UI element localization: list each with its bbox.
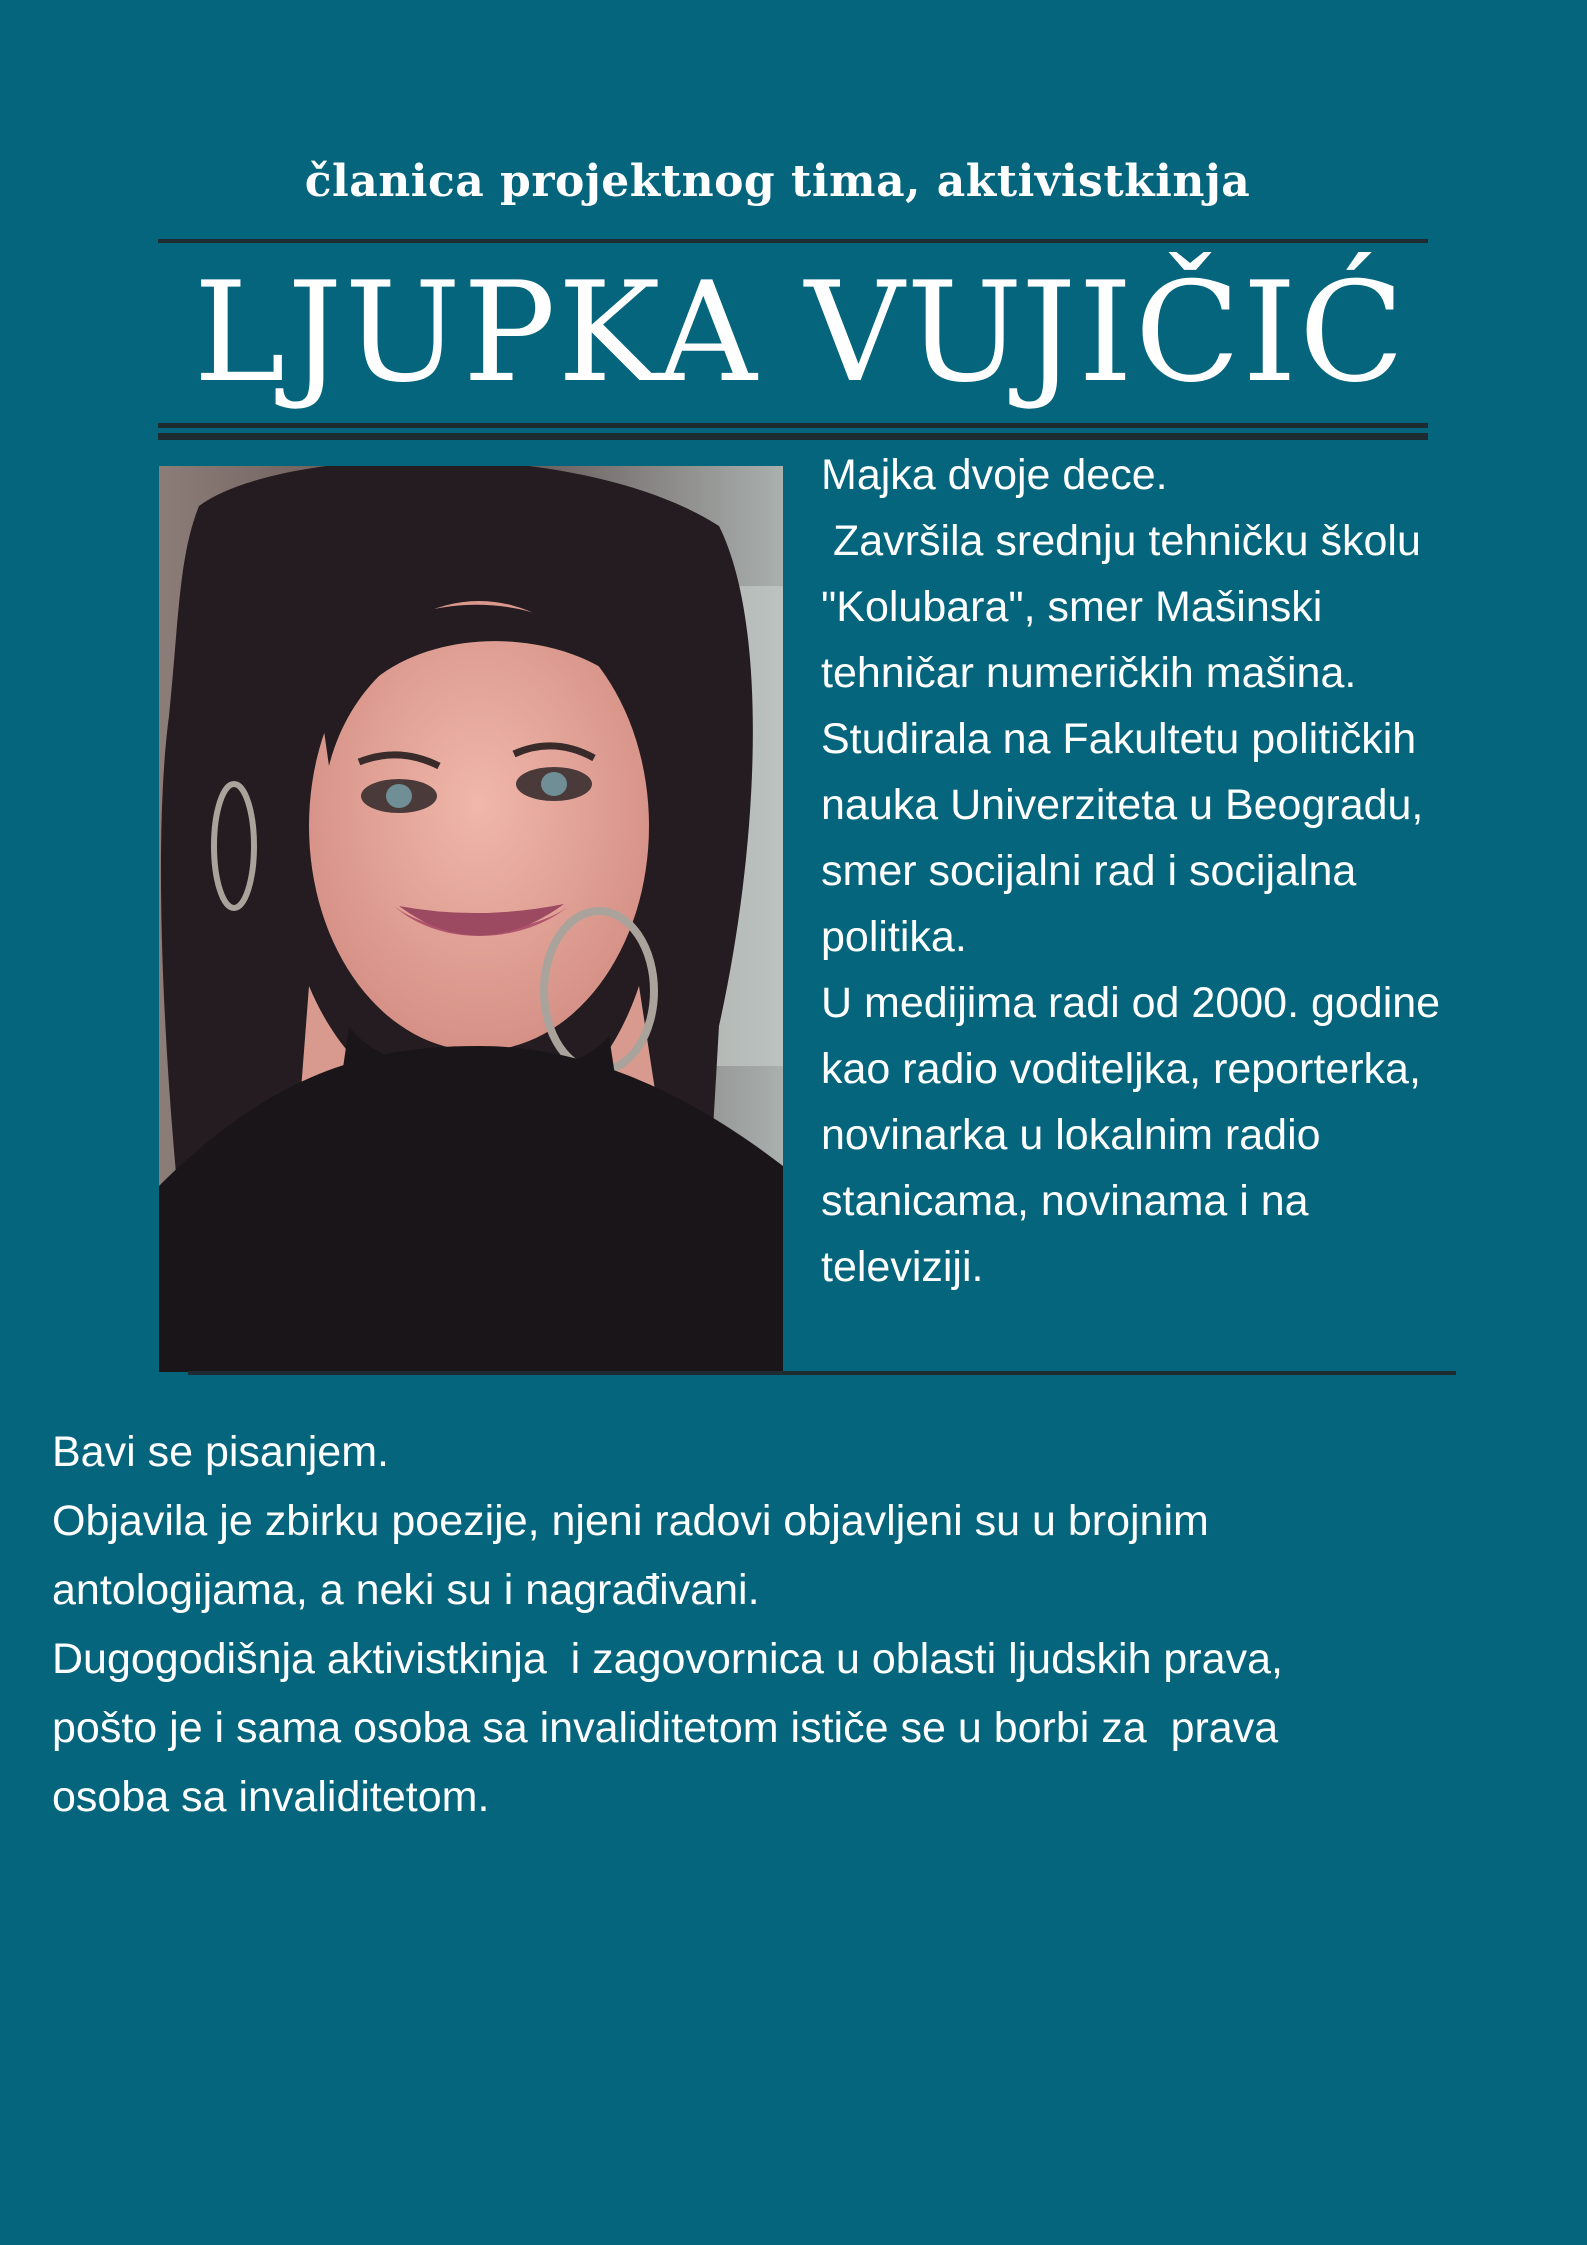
name-underline-thick — [158, 433, 1428, 440]
bio-text-bottom: Bavi se pisanjem. Objavila je zbirku poezije, njeni radovi objavljeni su u brojnim antologijama, a neki su i nagrađivani. Dugogodišnja aktivistkinja i zagovornica u oblasti ljudskih prava, pošto je i sama osoba sa invaliditetom ističe se u borbi za prava osoba sa invaliditetom. — [52, 1428, 1283, 1821]
role-subtitle: članica projektnog tima, aktivistkinja — [304, 156, 1251, 207]
person-name: LJUPKA VUJIČIĆ — [193, 252, 1407, 413]
bio-text-right: Majka dvoje dece. Završila srednju tehničku školu "Kolubara", smer Mašinski tehničar numeričkih mašina. Studirala na Fakultetu političkih nauka Univerziteta u Beogradu, smer socijalni rad i socijalna politika. U medijima radi od 2000. godine kao radio voditeljka, reporterka, novinarka u lokalnim radio stanicama, novinama i na televiziji. — [821, 451, 1441, 1291]
name-underline-thin — [158, 423, 1428, 428]
bio-divider — [188, 1371, 1456, 1375]
top-divider — [158, 239, 1428, 243]
portrait-photo — [159, 466, 783, 1372]
